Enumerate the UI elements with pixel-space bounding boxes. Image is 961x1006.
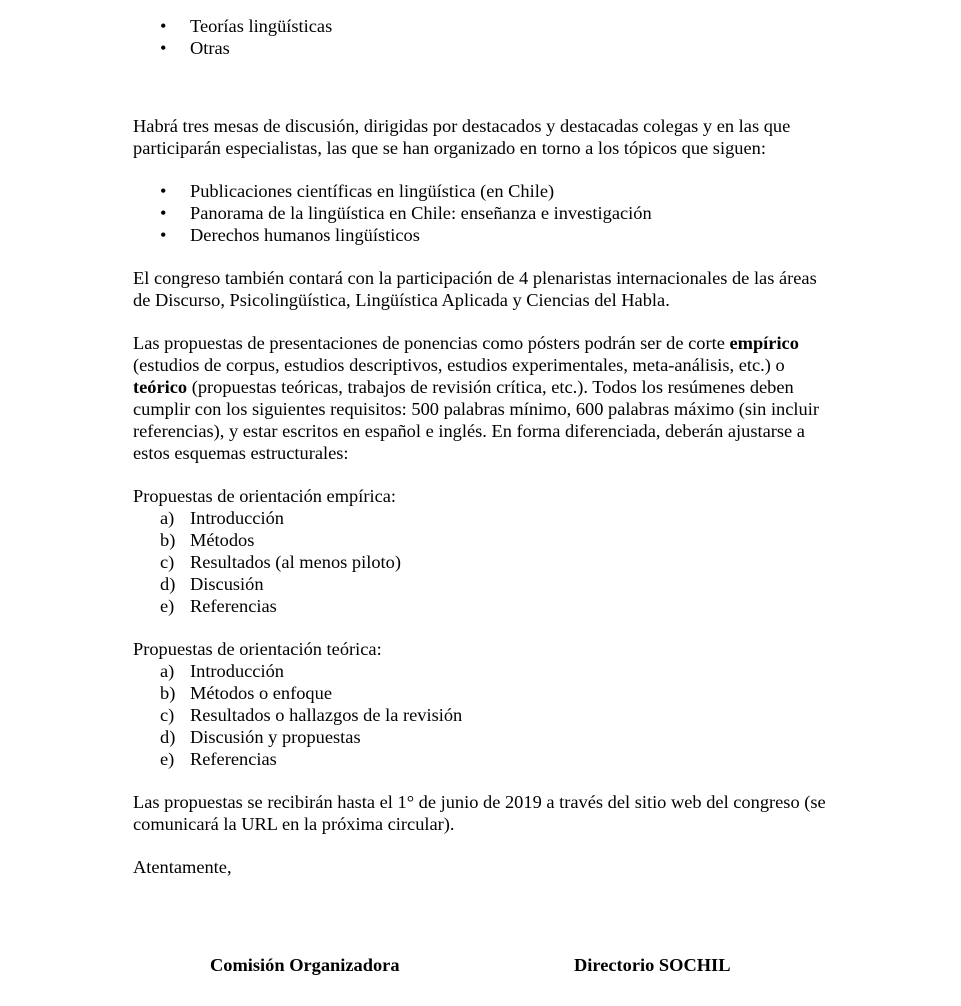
list-item: • Panorama de la lingüística en Chile: enseñanza e investigación — [160, 203, 652, 223]
mesas-list — [133, 180, 833, 246]
teorica-list — [133, 660, 833, 770]
signature-directorio: Directorio SOCHIL — [574, 955, 731, 975]
list-item: b) Métodos o enfoque — [160, 683, 332, 703]
list-item: e) Referencias — [160, 596, 277, 616]
closing: Atentamente, — [133, 857, 232, 877]
list-item: • Teorías lingüísticas — [160, 16, 333, 36]
topics-list-continued — [133, 15, 833, 59]
list-item: d) Discusión — [160, 574, 264, 594]
list-item: d) Discusión y propuestas — [160, 727, 361, 747]
paragraph-propuestas: Las propuestas de presentaciones de ponencias como pósters podrán ser de corte empírico (estudios de corpus, estudios descriptivos, estudios experimentales, meta-análisis, etc.) o teórico (propuestas teóricas, trabajos de revisión crítica, etc.). Todos los resúmenes deben cumplir con los siguientes requisitos: 500 palabras mínimo, 600 palabras máximo (sin incluir referencias), y estar escritos en español e inglés. En forma diferenciada, deberán ajustarse a estos esquemas estructurales: — [133, 333, 819, 463]
bullet-icon: • — [160, 16, 167, 36]
bullet-icon: • — [160, 225, 167, 245]
paragraph-fecha: Las propuestas se recibirán hasta el 1° de junio de 2019 a través del sitio web del congreso (se comunicará la URL en la próxima circular). — [133, 792, 826, 834]
list-item: a) Introducción — [160, 661, 284, 681]
heading-teorica: Propuestas de orientación teórica: — [133, 639, 382, 659]
list-item: b) Métodos — [160, 530, 255, 550]
paragraph-plenaristas: El congreso también contará con la participación de 4 plenaristas internacionales de las áreas de Discurso, Psicolingüística, Lingüística Aplicada y Ciencias del Habla. — [133, 268, 817, 310]
document-body — [133, 15, 833, 878]
list-item: c) Resultados (al menos piloto) — [160, 552, 401, 572]
signature-comision: Comisión Organizadora — [210, 955, 400, 975]
bullet-icon: • — [160, 38, 167, 58]
list-item: • Otras — [160, 38, 230, 58]
paragraph-mesas: Habrá tres mesas de discusión, dirigidas por destacados y destacadas colegas y en las que participarán especialistas, las que se han organizado en torno a los tópicos que siguen: — [133, 116, 791, 158]
bullet-icon: • — [160, 181, 167, 201]
list-item: • Derechos humanos lingüísticos — [160, 225, 420, 245]
list-item: c) Resultados o hallazgos de la revisión — [160, 705, 463, 725]
empirica-list — [133, 507, 833, 617]
list-item: e) Referencias — [160, 749, 277, 769]
heading-empirica: Propuestas de orientación empírica: — [133, 486, 397, 506]
list-item: • Publicaciones científicas en lingüística (en Chile) — [160, 181, 555, 201]
bullet-icon: • — [160, 203, 167, 223]
list-item: a) Introducción — [160, 508, 284, 528]
